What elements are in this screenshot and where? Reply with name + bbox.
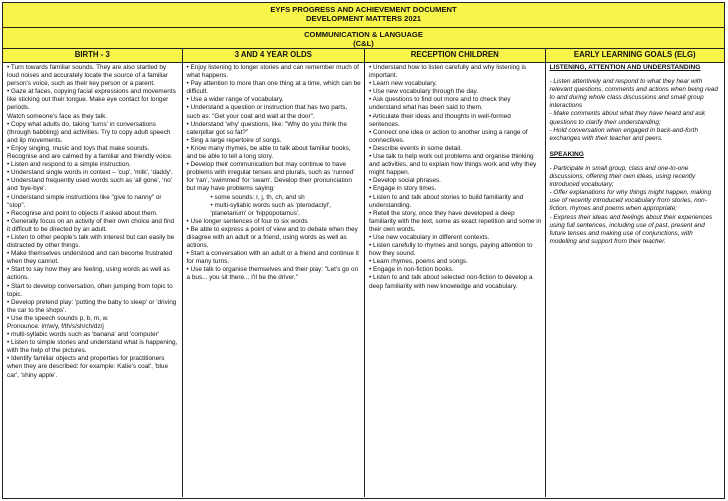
- list-item: • Identify familiar objects and properties for practitioners when they are described: for example: Katie's coat', 'blue car', 'shiny apple'.: [7, 355, 169, 379]
- list-item: • Turn towards familiar sounds. They are also startled by loud noises and accurately locate the source of a familiar person's voice, such as their key person or a parent.: [7, 64, 168, 88]
- header-reception: RECEPTION CHILDREN: [365, 49, 546, 62]
- elg-goal: - Participate in small group, class and one-to-one discussions, offering their own ideas, using recently introduced vocabulary;: [549, 164, 696, 189]
- list-item: • Know many rhymes, be able to talk about familiar books, and be able to tell a long story.: [186, 144, 351, 161]
- column-reception: [365, 63, 546, 497]
- list-item: • Listen to other people's talk with interest but can easily be distracted by other things.: [7, 233, 175, 250]
- list-item: • multi-syllabic words such as 'banana' and 'computer': [7, 331, 160, 339]
- list-item: • Pay attention to more than one thing at a time, which can be difficult.: [186, 80, 361, 96]
- header-elg: EARLY LEARNING GOALS (ELG): [546, 49, 725, 62]
- list-item: • Gaze at faces, copying facial expressions and movements like sticking out their tongue. Make eye contact for longer periods.: [7, 88, 176, 112]
- list-item: • Understand simple instructions like "give to nanny" or "stop".: [7, 193, 162, 209]
- elg-goal: - Make comments about what they have heard and ask questions to clarify their understanding;: [549, 110, 706, 126]
- list-item: • Use talk to organise themselves and their play: "Let's go on a bus... you sit there... I'll be the driver.": [186, 266, 359, 282]
- list-item: • Connect one idea or action to another using a range of connectives.: [369, 128, 528, 144]
- list-item: • Start a conversation with an adult or a friend and continue it for many turns.: [186, 250, 359, 266]
- header-3-4-year-olds: 3 AND 4 YEAR OLDS: [183, 49, 366, 62]
- list-item: Pronounce: l/r/w/y, f/th/s/sh/ch/dz/j: [7, 323, 104, 330]
- progress-document: [2, 2, 725, 499]
- list-item: • Use new vocabulary in different contexts.: [369, 233, 490, 241]
- list-item: • Use talk to help work out problems and organise thinking and activities, and to explain how things work and why they might happen.: [369, 153, 537, 177]
- list-item: • Understand frequently used words such as 'all gone', 'no' and 'bye-bye'.: [7, 177, 172, 193]
- list-item: • Understand single words in context – 'cup', 'milk', 'daddy'.: [7, 169, 173, 177]
- column-elg: [546, 63, 725, 497]
- column-headers: [3, 49, 724, 63]
- list-item: Watch someone's face as they talk.: [7, 112, 108, 120]
- list-item: • Learn new vocabulary.: [369, 80, 437, 88]
- list-item: • Learn rhymes, poems and songs.: [369, 258, 468, 266]
- list-item: • Make themselves understood and can become frustrated when they cannot.: [7, 250, 173, 266]
- list-subitem: • multi-syllabic words such as 'pterodactyl', 'planetarium' or 'hippopotamus'.: [210, 201, 331, 217]
- list-item: • Copy what adults do, taking 'turns' in conversations (through babbling) and activities. Try to copy adult speech and lip movements.: [7, 120, 171, 144]
- document-title-block: [3, 3, 724, 28]
- list-item: • Develop pretend play: 'putting the baby to sleep' or 'driving the car to the shops'.: [7, 298, 177, 314]
- elg-goal: - Listen attentively and respond to what they hear with relevant questions, comments and actions when being read to and during whole class discussions and small group interactions: [549, 78, 718, 110]
- elg-heading-speaking: SPEAKING: [549, 150, 584, 158]
- header-birth-3: BIRTH - 3: [3, 49, 183, 62]
- list-item: • Retell the story, once they have developed a deep familiarity with the text, some as exact repetition and some in their own words.: [369, 209, 542, 233]
- list-item: • Start to say how they are feeling, using words as well as actions.: [7, 266, 170, 282]
- subject-block: [3, 28, 724, 49]
- list-item: • Listen and respond to a simple instruction.: [7, 161, 131, 169]
- list-item: • Listen to and talk about stories to build familiarity and understanding.: [369, 193, 524, 209]
- list-item: • Enjoy listening to longer stories and can remember much of what happens.: [186, 64, 359, 80]
- list-item: • Start to develop conversation, often jumping from topic to topic.: [7, 282, 173, 298]
- list-item: • Understand a question or instruction that has two parts, such as: "Get your coat and wait at the door".: [186, 104, 348, 120]
- column-birth-3: [3, 63, 183, 497]
- subject-abbreviation: (C&L): [353, 39, 374, 48]
- list-item: • Listen to and talk about selected non-fiction to develop a deep familiarity with new knowledge and vocabulary.: [369, 274, 533, 290]
- list-item: • Articulate their ideas and thoughts in well-formed sentences.: [369, 112, 511, 128]
- list-item: • Develop their communication but may continue to have problems with irregular tenses and plurals, such as 'runned' for 'ran', 'swimmed' for 'swam'. Develop their pronunciation but may have problems saying:: [186, 161, 355, 193]
- list-item: • Develop social phrases.: [369, 177, 441, 185]
- list-item: • Enjoy singing, music and toys that make sounds. Recognise and are calmed by a familiar and friendly voice.: [7, 144, 173, 161]
- elg-heading-listening: LISTENING, ATTENTION AND UNDERSTANDING: [549, 64, 701, 71]
- list-item: • Use longer sentences of four to six words: [186, 217, 308, 225]
- list-item: • Engage in non-fiction books.: [369, 266, 454, 274]
- list-item: • Listen carefully to rhymes and songs, paying attention to how they sound.: [369, 242, 533, 258]
- list-item: • Describe events in some detail.: [369, 144, 462, 152]
- list-item: • Ask questions to find out more and to check they understand what has been said to them.: [369, 96, 511, 112]
- list-item: • Use a wider range of vocabulary.: [186, 96, 284, 104]
- list-item: • Understand 'why' questions, like: "Why do you think the caterpillar got so fat?": [186, 120, 347, 136]
- elg-goal: - Express their ideas and feelings about their experiences using full sentences, including use of past, present and future tenses and making use of conjunctions, with modelling and support from their teacher.: [549, 213, 713, 245]
- column-3-4-year-olds: [183, 63, 366, 497]
- list-subitem: • some sounds: r, j, th, ch, and sh: [210, 193, 305, 201]
- list-item: • Understand how to listen carefully and why listening is important.: [369, 64, 527, 80]
- document-subtitle: DEVELOPMENT MATTERS 2021: [305, 14, 422, 23]
- list-item: • Sing a large repertoire of songs.: [186, 136, 282, 144]
- list-item: • Use the speech sounds p, b, m, w.: [7, 314, 109, 322]
- elg-goal: - Offer explanations for why things might happen, making use of recently introduced vocabulary from stories, non-fiction, rhymes and poems when appropriate;: [549, 189, 712, 213]
- list-item: • Use new vocabulary through the day.: [369, 88, 479, 96]
- list-item: • Generally focus on an activity of their own choice and find it difficult to be directed by an adult.: [7, 217, 175, 233]
- document-title: EYFS PROGRESS AND ACHIEVEMENT DOCUMENT: [270, 5, 457, 14]
- content-columns: [3, 63, 724, 497]
- subject-title: COMMUNICATION & LANGUAGE: [304, 30, 423, 39]
- list-item: • Engage in story times.: [369, 185, 437, 193]
- list-item: • Be able to express a point of view and to debate when they disagree with an adult or a friend, using words as well as actions.: [186, 225, 358, 250]
- list-item: • Recognise and point to objects if asked about them.: [7, 209, 158, 217]
- elg-goal: - Hold conversation when engaged in back-and-forth exchanges with their teacher and peers.: [549, 126, 698, 142]
- list-item: • Listen to simple stories and understand what is happening, with the help of the pictures.: [7, 339, 178, 355]
